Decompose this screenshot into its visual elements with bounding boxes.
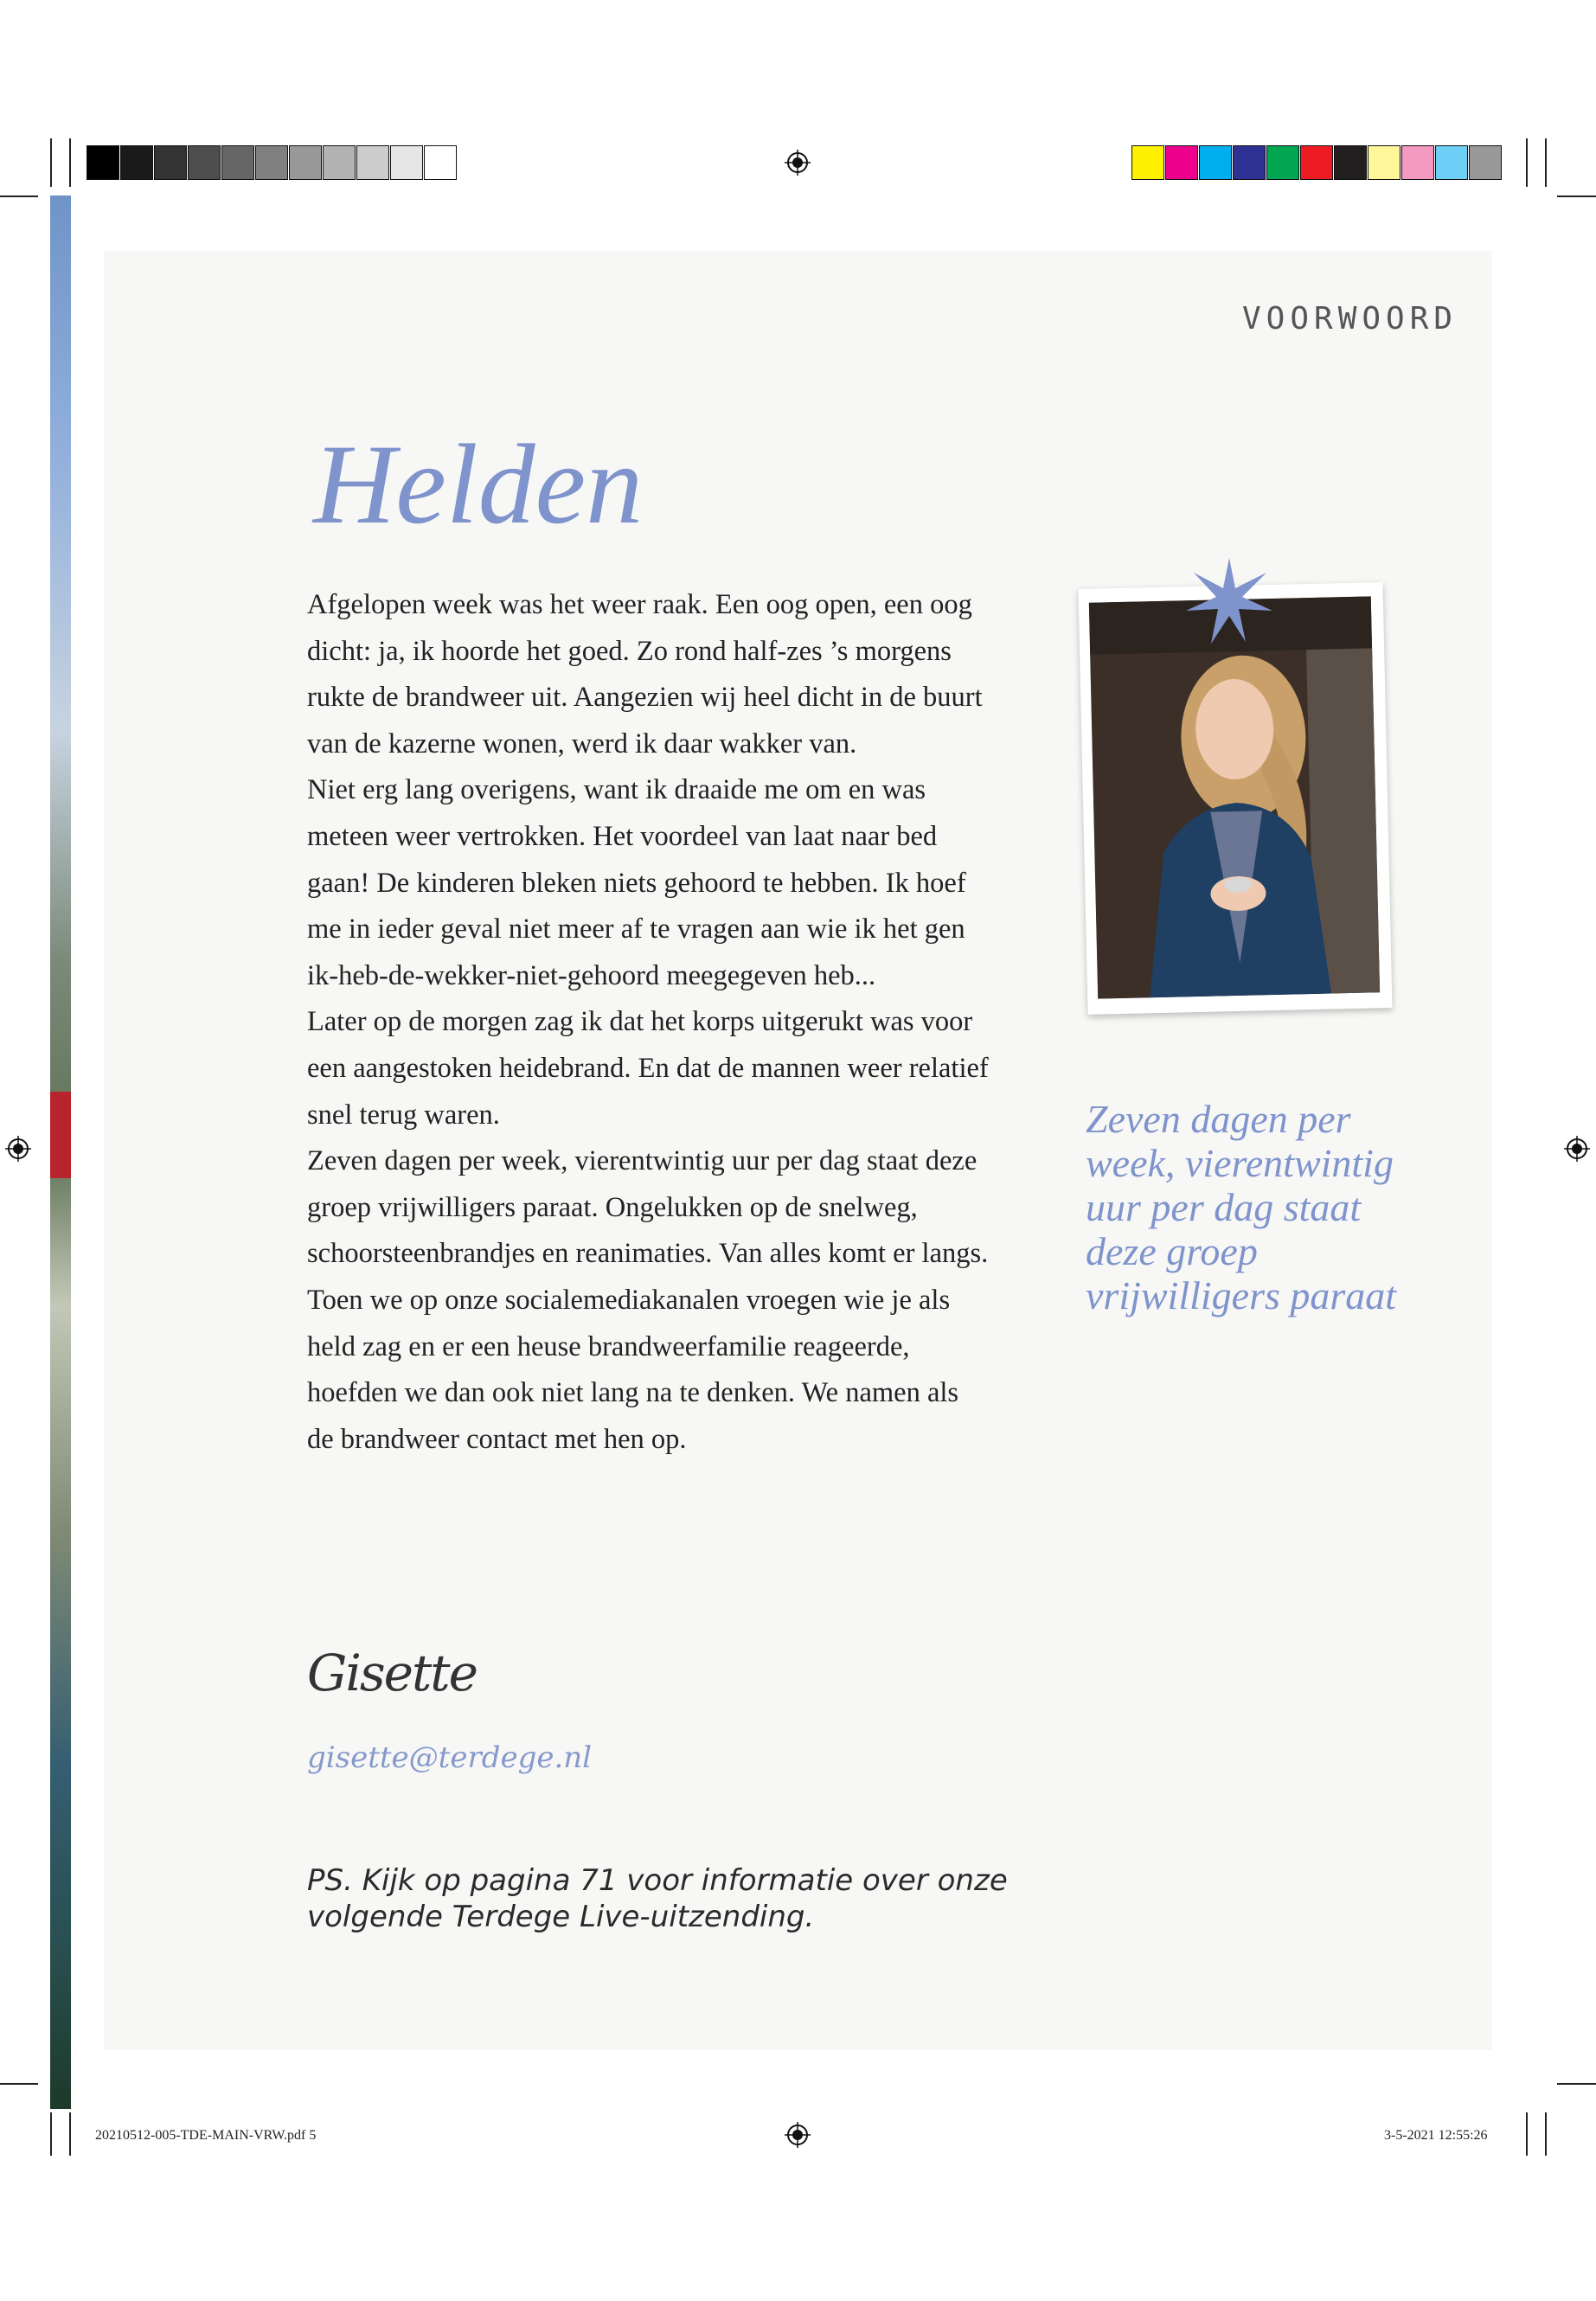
color-swatch [323, 145, 356, 180]
color-swatch [390, 145, 423, 180]
bleed-image-detail [50, 1092, 71, 1178]
color-swatch [87, 145, 119, 180]
crop-mark [1526, 2112, 1528, 2156]
color-swatch [1368, 145, 1401, 180]
crop-mark [1557, 2083, 1596, 2085]
print-file-label: 20210512-005-TDE-MAIN-VRW.pdf 5 [95, 2128, 317, 2143]
author-signature: Gisette [307, 1644, 477, 1702]
color-swatch [424, 145, 457, 180]
color-swatch [1469, 145, 1502, 180]
star-decoration-icon [1182, 554, 1277, 649]
color-swatch [1334, 145, 1367, 180]
body-paragraph: Zeven dagen per week, vierentwintig uur per dag staat deze groep vrijwilligers paraat. Ongelukken op de snelweg, schoorsteenbrandjes en reanimaties. Van alles komt er langs. [307, 1145, 989, 1270]
author-portrait-illustration [1089, 596, 1380, 998]
crop-mark [1526, 138, 1528, 187]
author-photo [1089, 596, 1380, 998]
registration-mark-icon [785, 2122, 811, 2148]
registration-mark-icon [785, 150, 811, 176]
color-swatch [188, 145, 221, 180]
color-swatch [1401, 145, 1434, 180]
crop-mark [69, 2112, 71, 2156]
color-swatch [1233, 145, 1266, 180]
body-paragraph: Later op de morgen zag ik dat het korps uitgerukt was voor een aangestoken heidebrand. En dat de mannen weer relatief snel terug waren. [307, 1006, 989, 1131]
author-email: gisette@terdege.nl [307, 1740, 593, 1775]
color-swatch [356, 145, 389, 180]
crop-mark [0, 2083, 38, 2085]
crop-mark [1545, 138, 1547, 187]
body-paragraph: Niet erg lang overigens, want ik draaide me om en was meteen weer vertrokken. Het voordeel van laat naar bed gaan! De kinderen bleken niets gehoord te hebben. Ik hoef me in ieder geval niet meer af te vragen aan wie ik het gen ik-heb-de-wekker-niet-gehoord meegegeven heb... [307, 774, 966, 991]
color-swatch [221, 145, 254, 180]
crop-mark [0, 195, 38, 197]
color-swatch [1131, 145, 1164, 180]
color-swatch [289, 145, 322, 180]
section-label: VOORWOORD [1242, 301, 1458, 336]
color-swatch [1165, 145, 1198, 180]
color-swatch [154, 145, 187, 180]
color-swatch [255, 145, 288, 180]
body-paragraph: Afgelopen week was het weer raak. Een oog open, een oog dicht: ja, ik hoorde het goed. Zo rond half-zes ’s morgens rukte de brandweer uit. Aangezien wij heel dicht in de buurt van de kazerne wonen, werd ik daar wakker van. [307, 589, 983, 760]
color-swatch [120, 145, 153, 180]
pull-quote: Zeven dagen per week, vierentwintig uur per dag staat deze groep vrijwilligers paraat [1086, 1097, 1397, 1317]
body-paragraph: Toen we op onze socialemediakanalen vroegen wie je als held zag en er een heuse brandweerfamilie reageerde, hoefden we dan ook niet lang na te denken. We namen als de brandweer contact met hen op. [307, 1284, 959, 1455]
registration-mark-icon [5, 1136, 31, 1162]
color-swatch [1300, 145, 1333, 180]
crop-mark [50, 2112, 52, 2156]
color-swatch [1266, 145, 1299, 180]
crop-mark [1557, 195, 1596, 197]
ps-note: PS. Kijk op pagina 71 voor informatie over onze volgende Terdege Live-uitzending. [307, 1863, 1008, 1934]
color-swatch [1435, 145, 1468, 180]
print-timestamp: 3-5-2021 12:55:26 [1384, 2128, 1488, 2143]
page-title: Helden [313, 420, 644, 548]
crop-mark [50, 138, 52, 187]
crop-mark [69, 138, 71, 187]
crop-mark [1545, 2112, 1547, 2156]
color-swatch [1199, 145, 1232, 180]
body-text [307, 582, 990, 1463]
registration-mark-icon [1564, 1136, 1590, 1162]
